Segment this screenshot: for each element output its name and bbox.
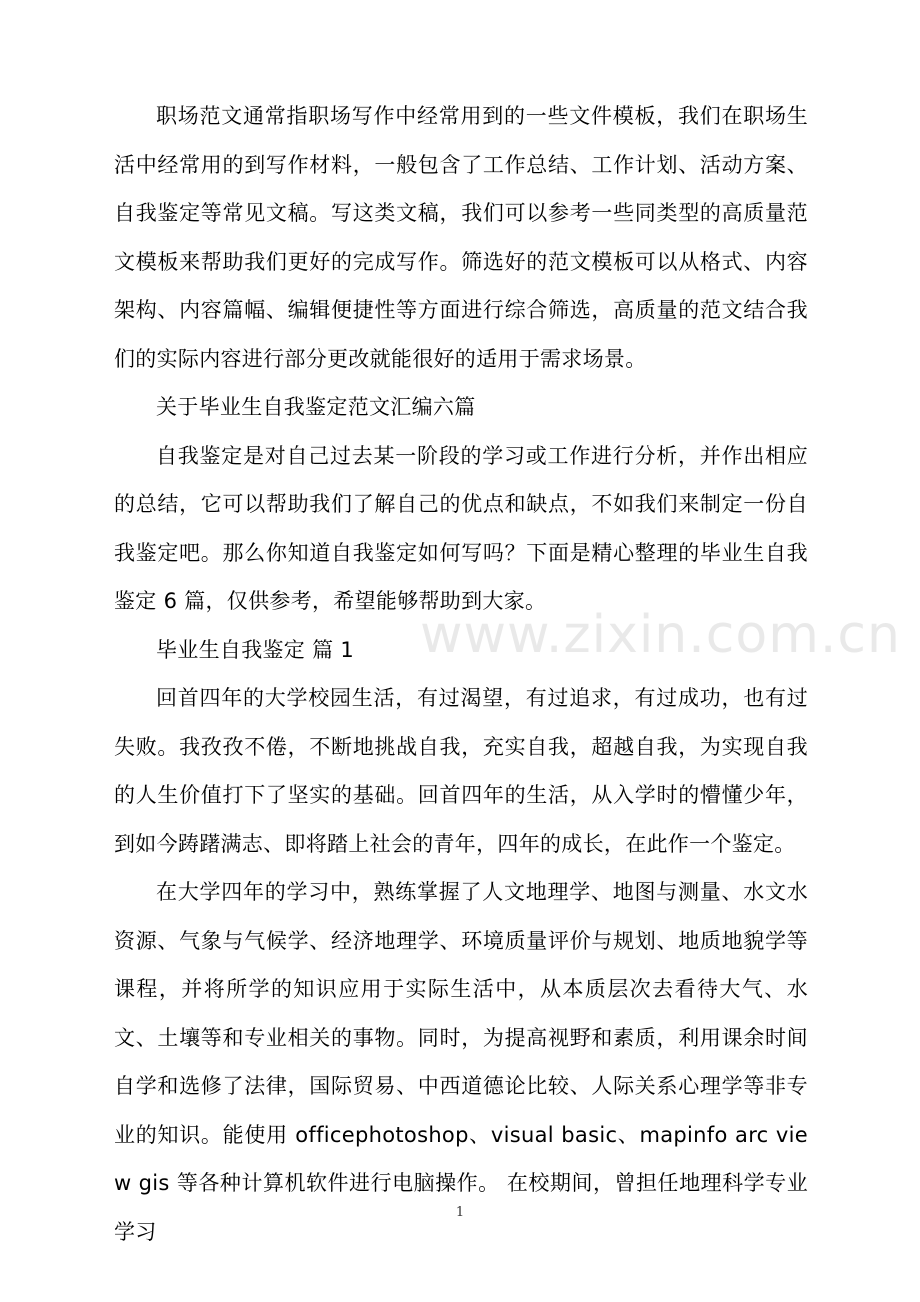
body-paragraph: 在大学四年的学习中，熟练掌握了人文地理学、地图与测量、水文水资源、气象与气候学、经济地理学、环境质量评价与规划、地质地貌学等课程，并将所学的知识应用于实际生活中，从本质层次去看待大气、水文、土壤等和专业相关的事物。同时，为提高视野和素质，利用课余时间自学和选修了法律，国际贸易、中西道德论比较、人际关系心理学等非专业的知识。能使用 officephotoshop、visual basic、mapinfo arc view gis 等各种计算机软件进行电脑操作。 在校期间，曾担任地理科学专业学习	[114, 880, 808, 1244]
page-number: 1	[455, 1205, 465, 1220]
section-heading: 毕业生自我鉴定 篇 1	[156, 637, 355, 662]
document-body	[114, 92, 808, 1256]
document-title: 关于毕业生自我鉴定范文汇编六篇	[156, 395, 476, 419]
summary-paragraph: 自我鉴定是对自己过去某一阶段的学习或工作进行分析，并作出相应的总结，它可以帮助我们了解自己的优点和缺点，不如我们来制定一份自我鉴定吧。那么你知道自我鉴定如何写吗？下面是精心整理的毕业生自我鉴定 6 篇，仅供参考，希望能够帮助到大家。	[114, 443, 808, 613]
intro-paragraph: 职场范文通常指职场写作中经常用到的一些文件模板，我们在职场生活中经常用的到写作材料，一般包含了工作总结、工作计划、活动方案、自我鉴定等常见文稿。写这类文稿，我们可以参考一些同类型的高质量范文模板来帮助我们更好的完成写作。筛选好的范文模板可以从格式、内容架构、内容篇幅、编辑便捷性等方面进行综合筛选，高质量的范文结合我们的实际内容进行部分更改就能很好的适用于需求场景。	[114, 104, 808, 371]
watermark: www.zixin.com.cn	[420, 605, 901, 665]
body-paragraph: 回首四年的大学校园生活，有过渴望，有过追求，有过成功，也有过失败。我孜孜不倦，不断地挑战自我，充实自我，超越自我，为实现自我的人生价值打下了坚实的基础。回首四年的生活，从入学时的懵懂少年，到如今踌躇满志、即将踏上社会的青年，四年的成长，在此作一个鉴定。	[114, 686, 808, 856]
